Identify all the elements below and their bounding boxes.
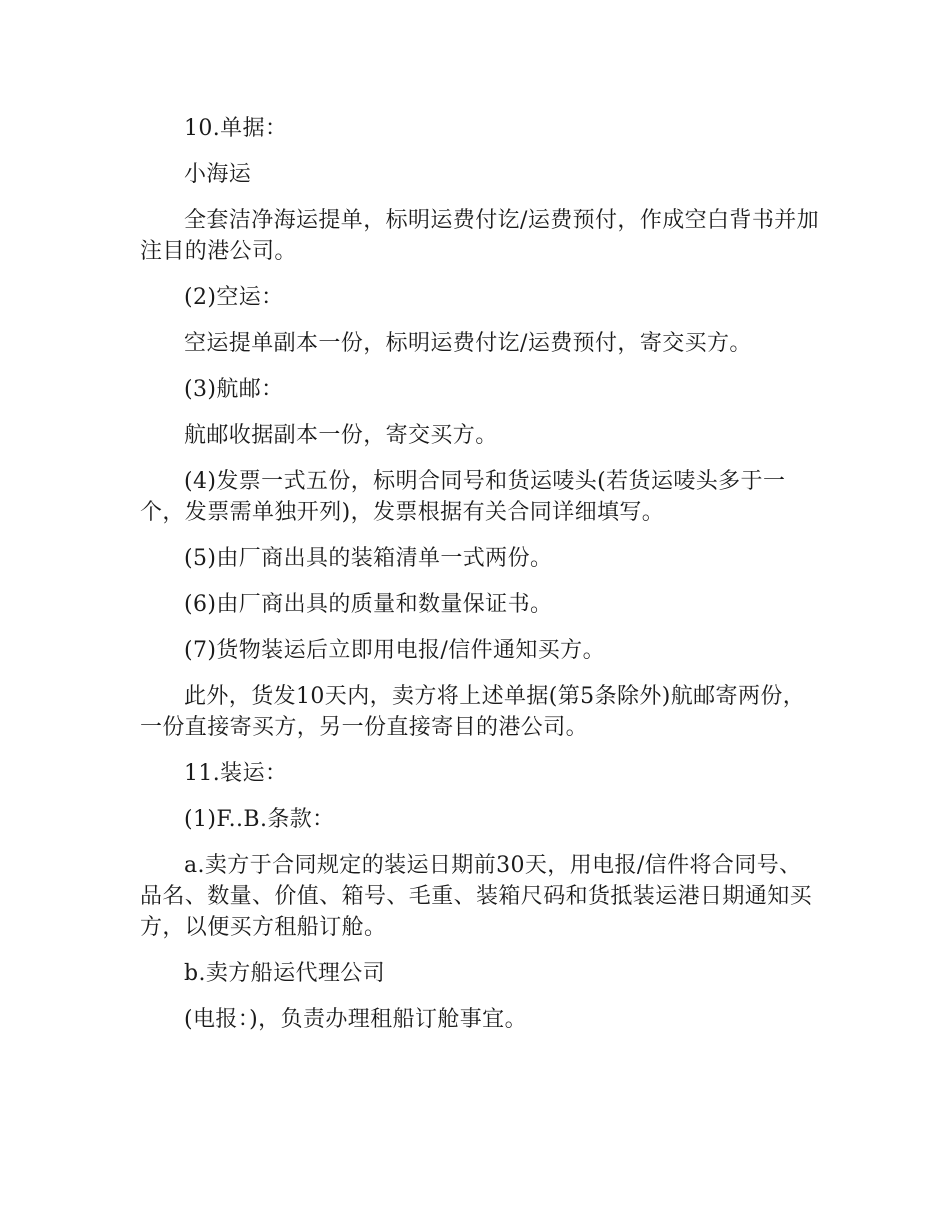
paragraph-quality-certificate: (6)由厂商出具的质量和数量保证书。	[184, 592, 553, 617]
section-heading-documents: 10.单据：	[184, 116, 288, 141]
paragraph-shipping-agent: b.卖方船运代理公司	[184, 961, 386, 986]
paragraph-document-mailing: 此外，货发10天内，卖方将上述单据(第5条除外)航邮寄两份，一份直接寄买方，另一份直接寄目的港公司。	[140, 684, 806, 740]
subheading-air-freight: (2)空运：	[184, 285, 284, 310]
paragraph-invoice: (4)发票一式五份，标明合同号和货运唛头(若货运唛头多于一个，发票需单独开列)，发票根据有关合同详细填写。	[140, 469, 786, 525]
document-body	[140, 113, 820, 1050]
paragraph-seller-notice: a.卖方于合同规定的装运日期前30天，用电报/信件将合同号、品名、数量、价值、箱号、毛重、装箱尺码和货抵装运港日期通知买方，以便买方租船订舱。	[140, 853, 813, 940]
subheading-air-mail: (3)航邮：	[184, 377, 284, 402]
paragraph-bill-of-lading: 全套洁净海运提单，标明运费付讫/运费预付，作成空白背书并加注目的港公司。	[140, 208, 820, 264]
paragraph-shipment-notice: (7)货物装运后立即用电报/信件通知买方。	[184, 638, 605, 663]
subheading-fob-terms: (1)F..B.条款：	[184, 807, 335, 832]
paragraph-booking-responsibility: (电报：)，负责办理租船订舱事宜。	[184, 1007, 527, 1032]
paragraph-packing-list: (5)由厂商出具的装箱清单一式两份。	[184, 546, 553, 571]
subheading-sea-freight: 小海运	[184, 162, 252, 187]
paragraph-air-mail-receipt: 航邮收据副本一份，寄交买方。	[184, 423, 498, 448]
paragraph-air-waybill: 空运提单副本一份，标明运费付讫/运费预付，寄交买方。	[184, 331, 752, 356]
section-heading-shipment: 11.装运：	[184, 761, 288, 786]
